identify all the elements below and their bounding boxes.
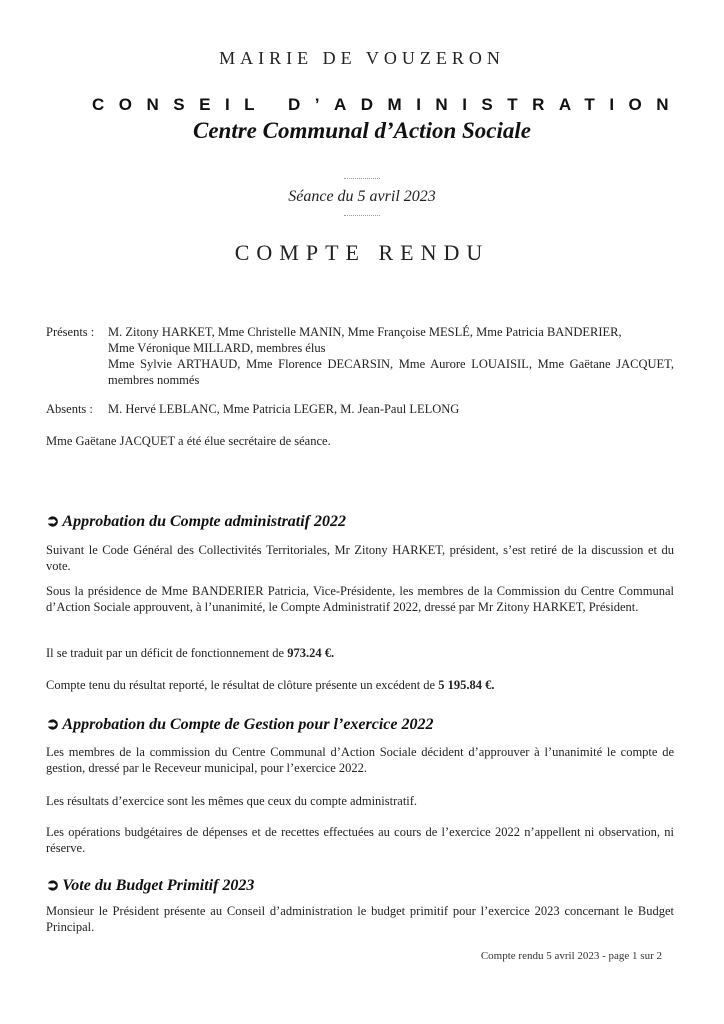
excedent-text: Compte tenu du résultat reporté, le résultat de clôture présente un excédent de xyxy=(46,678,439,692)
presents-line-3: Mme Sylvie ARTHAUD, Mme Florence DECARSIN, Mme Aurore LOUAISIL, Mme Gaëtane JACQUET, membres nommés xyxy=(108,357,674,387)
paragraph: Les membres de la commission du Centre Communal d’Action Sociale décident d’approuver à l’unanimité le compte de gestion, dressé par le Receveur municipal, pour l’exercice 2022. xyxy=(46,745,674,775)
paragraph xyxy=(46,645,674,661)
seance-date: Séance du 5 avril 2023 xyxy=(288,188,436,205)
conseil-title: CONSEIL D’ADMINISTRATION xyxy=(92,95,684,114)
paragraph: Sous la présidence de Mme BANDERIER Patricia, Vice-Présidente, les membres de la Commission du Centre Communal d’Action Sociale approuvent, à l’unanimité, le Compte Administratif 2022, dressé par Mr Zitony HARKET, Président. xyxy=(46,584,674,614)
section-heading xyxy=(46,511,346,531)
absents-block xyxy=(46,401,676,417)
arrow-right-icon: ➲ xyxy=(46,716,60,733)
paragraph: Les opérations budgétaires de dépenses et de recettes effectuées au cours de l’exercice 2022 n’appellent ni observation, ni réserve. xyxy=(46,825,674,855)
section-title: Vote du Budget Primitif 2023 xyxy=(62,877,255,894)
section-heading xyxy=(46,875,254,895)
presents-label: Présents : xyxy=(46,325,95,339)
divider xyxy=(344,215,380,216)
presents-line-2: Mme Véronique MILLARD, membres élus xyxy=(108,341,326,355)
paragraph: Suivant le Code Général des Collectivités Territoriales, Mr Zitony HARKET, président, s’est retiré de la discussion et du vote. xyxy=(46,543,674,573)
mairie-title: MAIRIE DE VOUZERON xyxy=(219,48,505,68)
absents-label: Absents : xyxy=(46,402,93,416)
absents-text: M. Hervé LEBLANC, Mme Patricia LEGER, M. Jean-Paul LELONG xyxy=(108,402,460,416)
presents-block xyxy=(46,324,676,340)
deficit-text: Il se traduit par un déficit de fonctionnement de xyxy=(46,646,288,660)
divider xyxy=(344,178,380,179)
secretary-text: Mme Gaëtane JACQUET a été élue secrétaire de séance. xyxy=(46,434,331,448)
ccas-title: Centre Communal d’Action Sociale xyxy=(192,118,531,143)
compte-rendu-title: COMPTE RENDU xyxy=(234,240,490,265)
section-heading xyxy=(46,714,434,734)
arrow-right-icon: ➲ xyxy=(46,877,60,894)
section-title: Approbation du Compte administratif 2022 xyxy=(62,513,347,530)
excedent-value: 5 195.84 €. xyxy=(438,678,495,692)
presents-line-1: M. Zitony HARKET, Mme Christelle MANIN, Mme Françoise MESLÉ, Mme Patricia BANDERIER, xyxy=(108,325,622,339)
deficit-value: 973.24 €. xyxy=(287,646,335,660)
paragraph: Les résultats d’exercice sont les mêmes que ceux du compte administratif. xyxy=(46,794,418,808)
page-footer: Compte rendu 5 avril 2023 - page 1 sur 2 xyxy=(480,950,662,962)
paragraph xyxy=(46,677,674,693)
arrow-right-icon: ➲ xyxy=(46,513,60,530)
paragraph: Monsieur le Président présente au Conseil d’administration le budget primitif pour l’exercice 2023 concernant le Budget Principal. xyxy=(46,904,674,934)
section-title: Approbation du Compte de Gestion pour l’exercice 2022 xyxy=(62,716,434,733)
